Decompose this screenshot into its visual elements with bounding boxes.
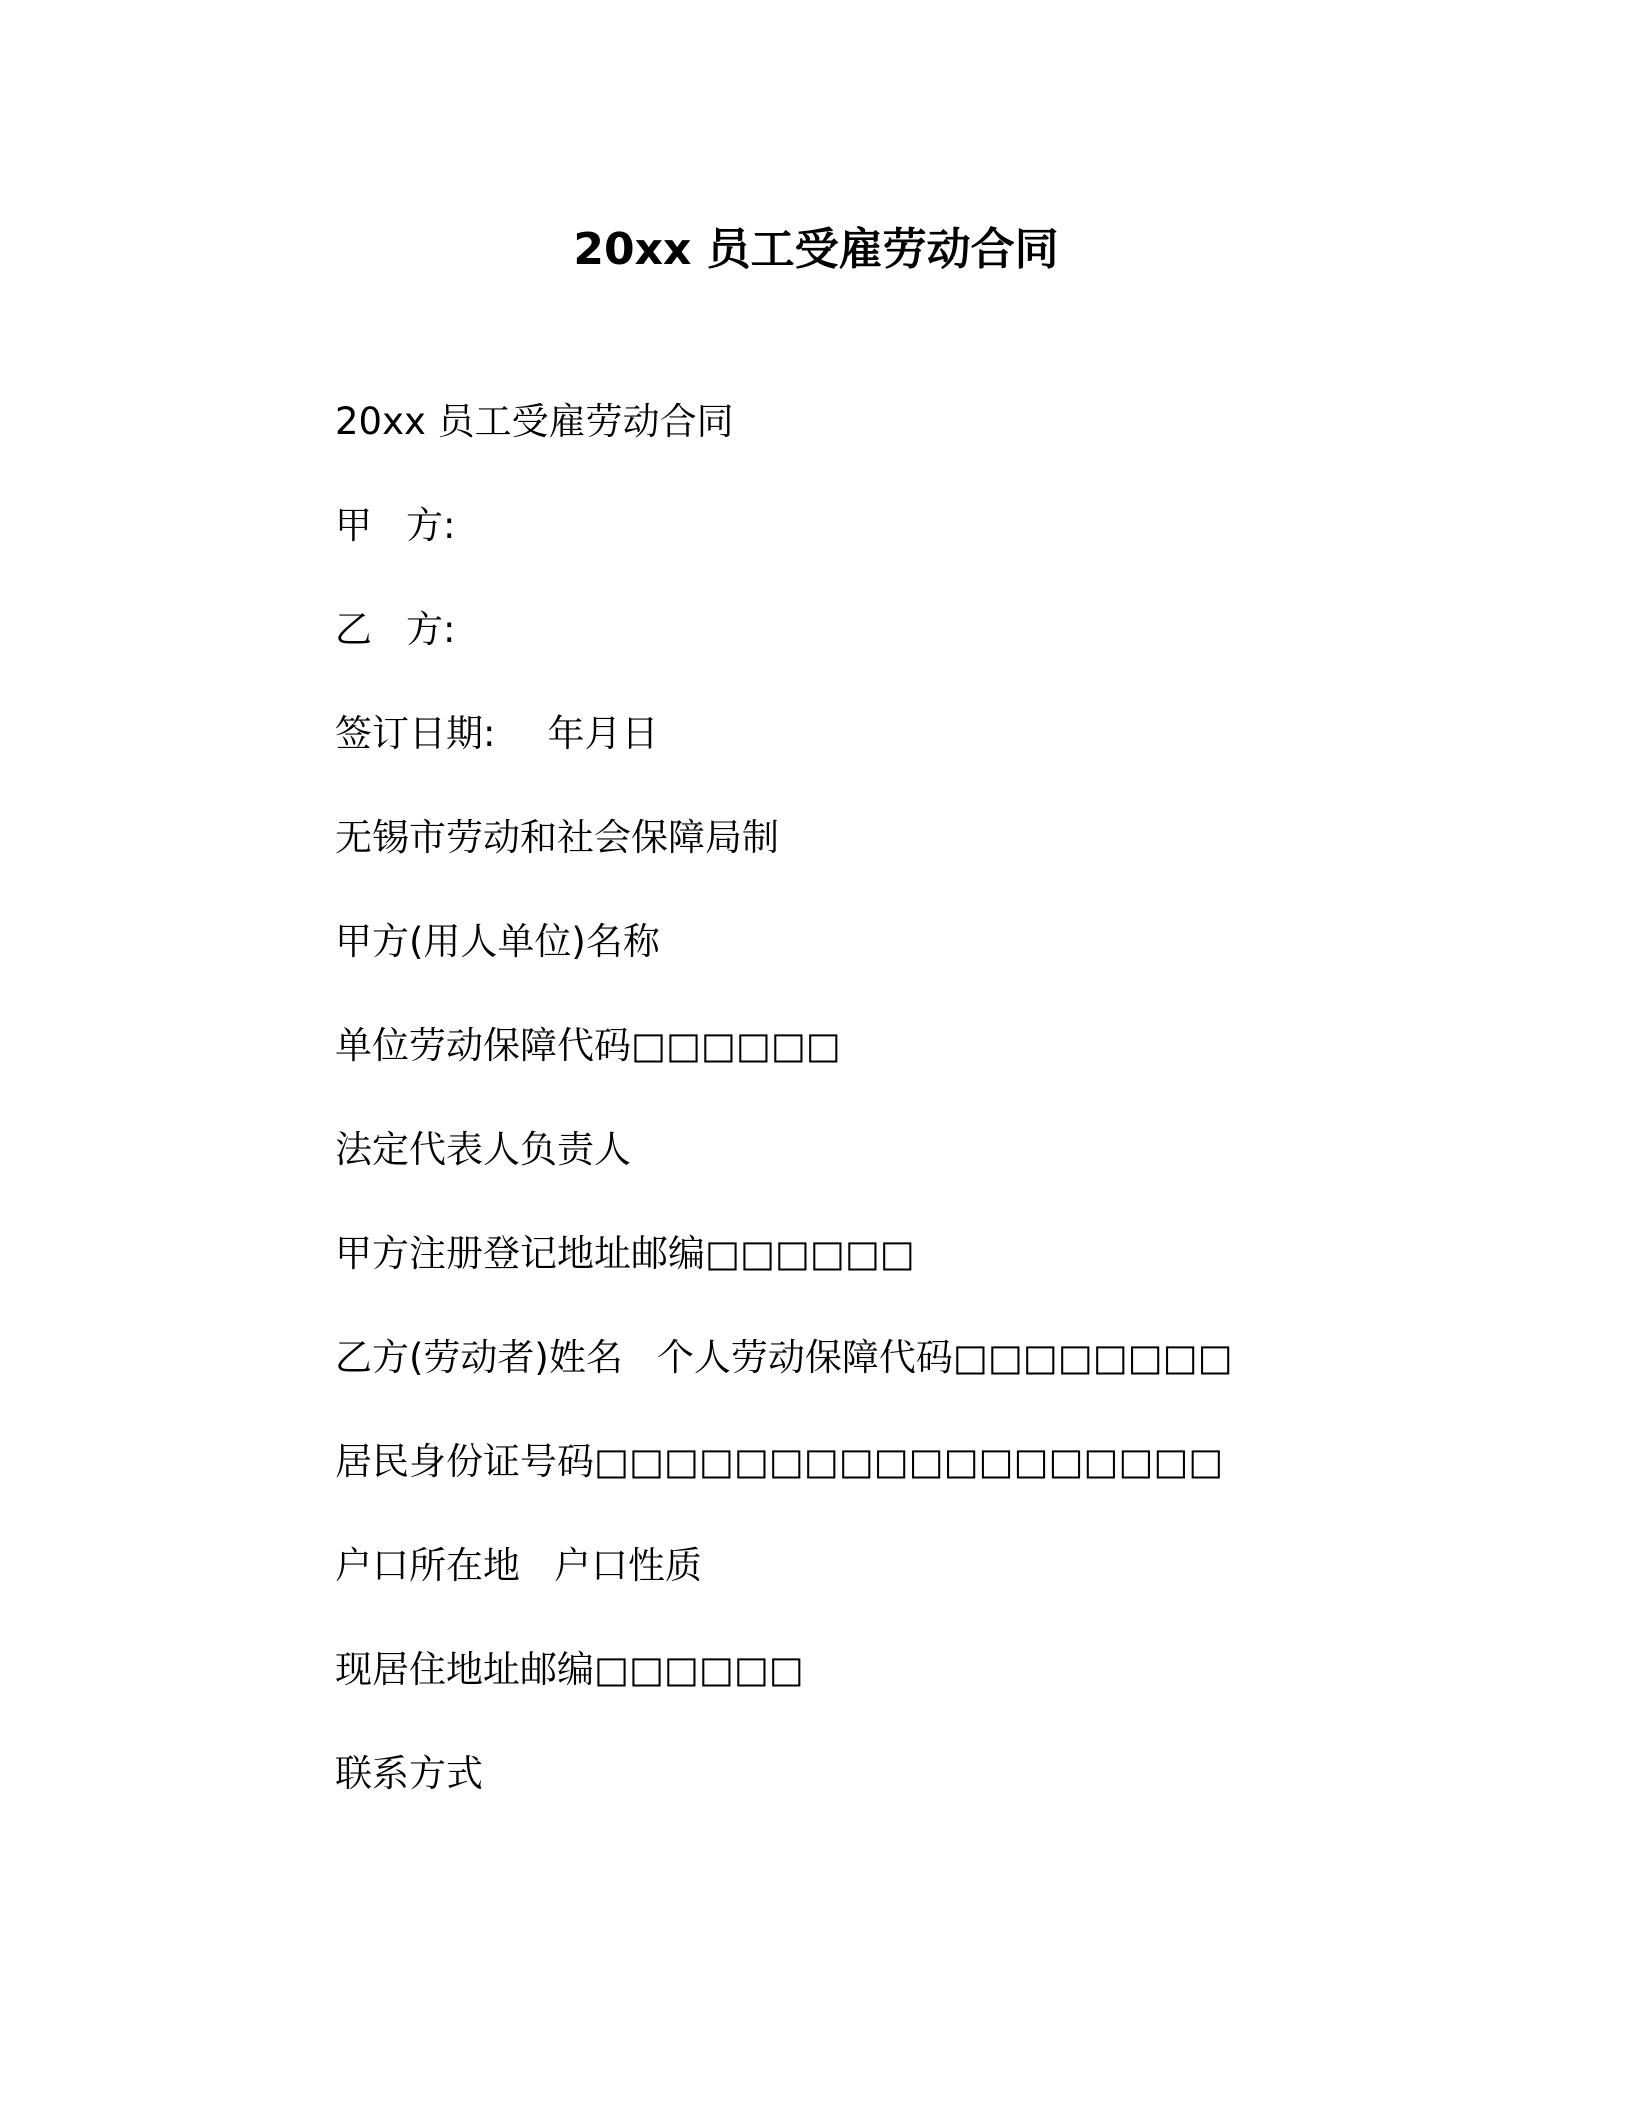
- party-b-label-second: 方:: [406, 608, 456, 651]
- contact-label: 联系方式: [335, 1752, 483, 1795]
- employer-address-line: [335, 1226, 1515, 1330]
- sign-date-label: 签订日期:: [335, 712, 496, 755]
- employer-name-line: [335, 914, 1515, 1018]
- employer-code-label: 单位劳动保障代码: [335, 1024, 631, 1067]
- party-b-label-first: 乙: [335, 608, 372, 651]
- issuer-line: [335, 810, 1515, 914]
- employer-address-label: 甲方注册登记地址邮编: [335, 1232, 705, 1275]
- employee-name-label: 乙方(劳动者)姓名: [335, 1336, 623, 1379]
- sign-date-line: [335, 706, 1515, 810]
- household-location-label: 户口所在地: [335, 1544, 520, 1587]
- employer-name-label: 甲方(用人单位)名称: [335, 920, 660, 963]
- current-address-line: [335, 1642, 1515, 1746]
- sign-date-value: 年月日: [547, 712, 659, 755]
- employer-code-boxes: □□□□□□: [631, 1024, 841, 1067]
- employer-code-line: [335, 1018, 1515, 1122]
- household-line: [335, 1538, 1515, 1642]
- employee-code-label: 个人劳动保障代码: [656, 1336, 953, 1379]
- subtitle-text: 20xx 员工受雇劳动合同: [335, 400, 734, 443]
- current-postcode-boxes: □□□□□□: [594, 1648, 804, 1691]
- employee-code-boxes: □□□□□□□□: [952, 1336, 1233, 1379]
- legal-rep-line: [335, 1122, 1515, 1226]
- subtitle-line: [335, 394, 1515, 498]
- household-type-label: 户口性质: [554, 1544, 702, 1587]
- current-address-label: 现居住地址邮编: [335, 1648, 594, 1691]
- party-a-line: [335, 498, 1515, 602]
- employee-line: [335, 1330, 1515, 1434]
- legal-rep-label: 法定代表人负责人: [335, 1128, 631, 1171]
- contract-cover-fields: [335, 394, 1515, 1850]
- id-number-label: 居民身份证号码: [335, 1440, 594, 1483]
- contact-line: [335, 1746, 1515, 1850]
- document-title: 20xx 员工受雇劳动合同: [573, 224, 1059, 275]
- employer-postcode-boxes: □□□□□□: [705, 1232, 915, 1275]
- id-number-boxes: □□□□□□□□□□□□□□□□□□: [594, 1440, 1224, 1483]
- party-a-label-second: 方:: [406, 504, 456, 547]
- party-b-line: [335, 602, 1515, 706]
- party-a-label-first: 甲: [335, 504, 372, 547]
- issuer-text: 无锡市劳动和社会保障局制: [335, 816, 779, 859]
- id-number-line: [335, 1434, 1515, 1538]
